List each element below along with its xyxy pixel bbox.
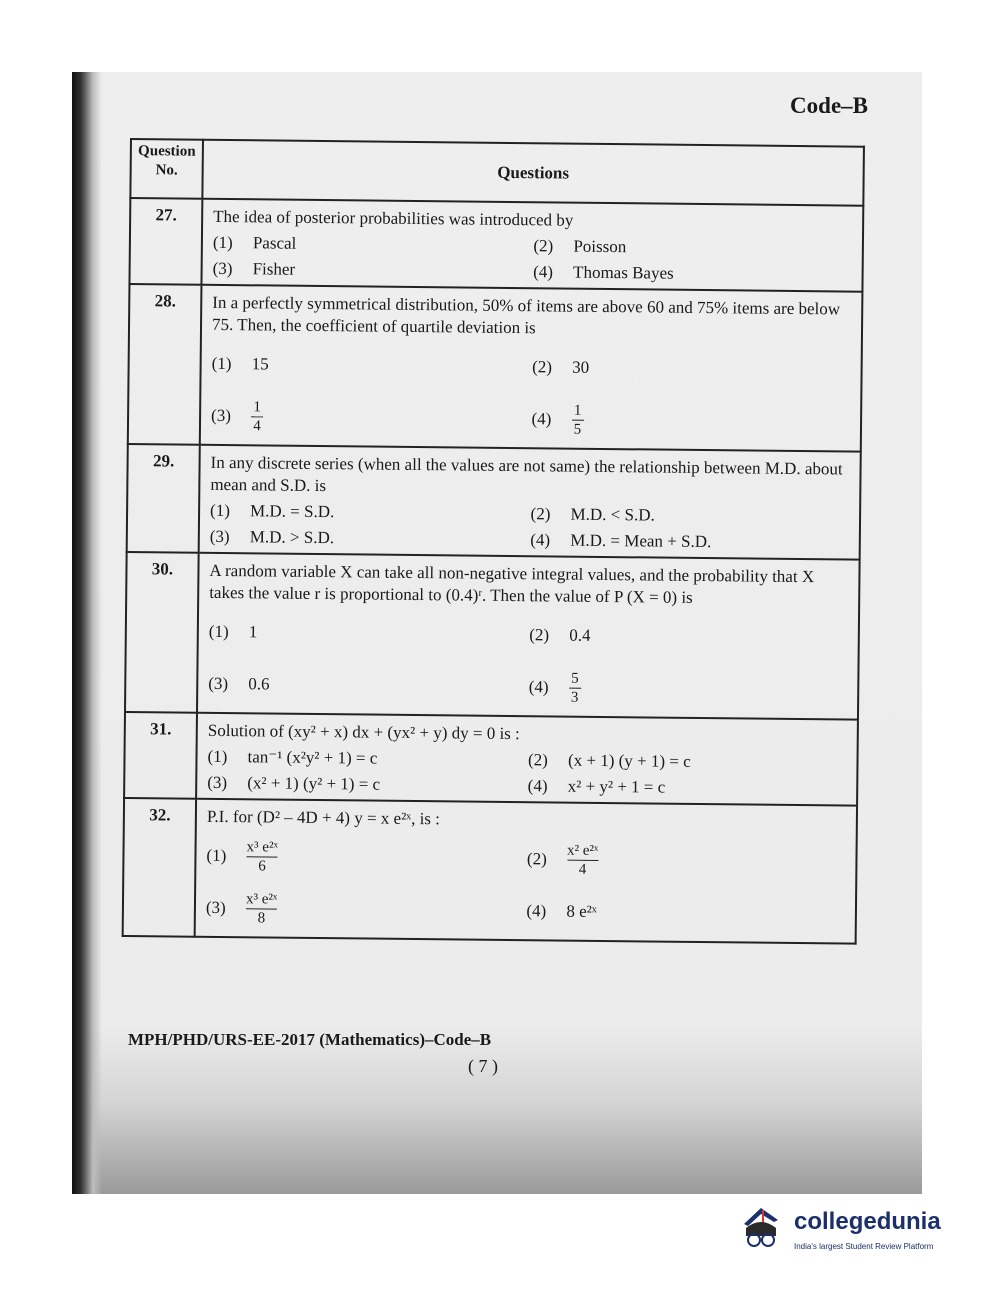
option-number: (1) bbox=[210, 500, 231, 521]
question-row bbox=[127, 444, 861, 560]
option-number: (4) bbox=[528, 677, 549, 697]
logo-wordmark: collegedunia bbox=[794, 1208, 941, 1235]
answer-option[interactable] bbox=[533, 261, 854, 286]
option-number: (2) bbox=[526, 849, 547, 869]
answer-option[interactable] bbox=[526, 887, 847, 938]
logo-tagline: India's largest Student Review Platform bbox=[794, 1242, 934, 1251]
fraction-numerator: x³ e²ˣ bbox=[245, 890, 278, 908]
option-number: (3) bbox=[208, 673, 229, 694]
header-number-line1: Question bbox=[138, 143, 196, 160]
options-grid bbox=[206, 832, 848, 939]
fraction-denominator: 5 bbox=[573, 421, 582, 438]
question-text: In a perfectly symmetrical distribution, 50% of items are above 60 and 75% items are below 75. Then, the coefficient of quartile deviation is bbox=[211, 292, 841, 338]
option-number: (3) bbox=[212, 258, 233, 279]
fraction-bar bbox=[246, 908, 277, 909]
option-number: (1) bbox=[206, 845, 227, 866]
question-cell bbox=[197, 553, 860, 720]
question-number: 32. bbox=[123, 798, 196, 937]
option-number: (2) bbox=[532, 357, 553, 377]
option-text: 8 e²ˣ bbox=[566, 901, 597, 921]
fraction bbox=[569, 670, 581, 705]
question-row bbox=[125, 552, 860, 720]
column-header-number bbox=[130, 139, 203, 199]
options-grid bbox=[211, 340, 853, 447]
option-text: x² + y² + 1 = c bbox=[567, 776, 666, 797]
fraction-bar bbox=[246, 856, 277, 857]
option-number: (3) bbox=[205, 897, 226, 918]
answer-option[interactable] bbox=[213, 258, 534, 283]
answer-option[interactable] bbox=[208, 660, 529, 711]
option-number: (1) bbox=[208, 621, 229, 642]
answer-option[interactable] bbox=[533, 235, 854, 260]
option-text: Poisson bbox=[573, 236, 627, 257]
option-text: (x + 1) (y + 1) = c bbox=[567, 750, 691, 771]
answer-option[interactable] bbox=[211, 392, 532, 443]
answer-option[interactable] bbox=[528, 775, 849, 800]
option-number: (3) bbox=[209, 526, 230, 547]
answer-option[interactable] bbox=[213, 232, 534, 257]
options-grid bbox=[208, 608, 850, 715]
question-row bbox=[123, 798, 857, 944]
question-number: 28. bbox=[128, 284, 202, 445]
option-text: Thomas Bayes bbox=[573, 262, 674, 283]
fraction bbox=[251, 399, 263, 434]
column-header-questions: Questions bbox=[202, 140, 864, 206]
header-number-line2: No. bbox=[155, 162, 178, 179]
option-text: Pascal bbox=[252, 233, 297, 253]
question-number: 30. bbox=[125, 552, 199, 713]
question-cell bbox=[196, 713, 858, 806]
answer-option[interactable] bbox=[529, 611, 850, 662]
fraction bbox=[571, 402, 583, 437]
fraction bbox=[567, 842, 599, 877]
option-text: 0.6 bbox=[248, 674, 270, 694]
answer-option[interactable] bbox=[207, 772, 528, 797]
fraction-denominator: 6 bbox=[258, 857, 266, 874]
answer-option[interactable] bbox=[206, 884, 527, 935]
question-number: 29. bbox=[127, 444, 200, 553]
option-number: (4) bbox=[526, 901, 547, 921]
question-cell bbox=[200, 285, 863, 452]
options-grid bbox=[207, 746, 848, 801]
answer-option[interactable] bbox=[530, 529, 851, 554]
option-text: M.D. = S.D. bbox=[250, 501, 335, 522]
fraction bbox=[246, 891, 278, 926]
fraction-bar bbox=[572, 419, 584, 420]
answer-option[interactable] bbox=[206, 832, 527, 883]
answer-option[interactable] bbox=[207, 746, 528, 771]
paper-code: Code–B bbox=[790, 93, 868, 118]
fraction-numerator: x³ e²ˣ bbox=[246, 838, 278, 856]
logo-mascot-icon bbox=[736, 1202, 786, 1252]
answer-option[interactable] bbox=[529, 663, 850, 714]
fraction-numerator: x² e²ˣ bbox=[566, 842, 599, 859]
option-number: (4) bbox=[530, 530, 551, 550]
option-number: (1) bbox=[212, 232, 233, 253]
option-text: M.D. > S.D. bbox=[249, 527, 335, 548]
option-number: (4) bbox=[531, 409, 552, 429]
option-number: (2) bbox=[529, 625, 550, 645]
question-text: Solution of (xy² + x) dx + (yx² + y) dy = 0 is : bbox=[207, 720, 520, 744]
option-number: (1) bbox=[207, 746, 228, 767]
options-grid bbox=[213, 232, 854, 287]
option-number: (2) bbox=[533, 236, 554, 256]
questions-body bbox=[123, 198, 864, 944]
option-text: tan⁻¹ (x²y² + 1) = c bbox=[247, 747, 378, 768]
option-number: (3) bbox=[207, 772, 228, 793]
fraction-numerator: 1 bbox=[573, 402, 582, 419]
option-text: 30 bbox=[572, 357, 590, 377]
fraction-denominator: 3 bbox=[570, 689, 579, 706]
fraction bbox=[246, 839, 278, 874]
fraction-denominator: 4 bbox=[253, 417, 261, 434]
question-number: 27. bbox=[129, 198, 202, 285]
option-text: (x² + 1) (y² + 1) = c bbox=[247, 773, 381, 794]
question-row bbox=[129, 198, 863, 292]
option-number: (2) bbox=[527, 750, 548, 770]
questions-table bbox=[122, 138, 865, 945]
fraction-numerator: 5 bbox=[571, 670, 579, 687]
answer-option[interactable] bbox=[210, 500, 531, 525]
option-text: 15 bbox=[251, 354, 269, 374]
answer-option[interactable] bbox=[210, 526, 531, 551]
option-text: Fisher bbox=[252, 259, 296, 279]
question-cell bbox=[199, 445, 861, 560]
option-number: (4) bbox=[527, 776, 548, 796]
fraction-bar bbox=[251, 416, 263, 417]
answer-option[interactable] bbox=[532, 343, 853, 394]
fraction-bar bbox=[569, 687, 581, 688]
question-text: In any discrete series (when all the values are not same) the relationship between M.D. about mean and S.D. is bbox=[210, 452, 843, 496]
fraction-bar bbox=[567, 859, 598, 860]
question-text: The idea of posterior probabilities was introduced by bbox=[213, 206, 574, 230]
collegedunia-logo bbox=[736, 1200, 966, 1260]
page-number: ( 7 ) bbox=[468, 1056, 498, 1076]
question-row bbox=[124, 712, 858, 806]
option-number: (2) bbox=[530, 504, 551, 524]
fraction-denominator: 4 bbox=[578, 861, 587, 878]
option-text: M.D. < S.D. bbox=[570, 504, 655, 525]
fraction-numerator: 1 bbox=[253, 398, 262, 415]
question-text: P.I. for (D² – 4D + 4) y = x e²ˣ, is : bbox=[206, 806, 441, 829]
answer-option[interactable] bbox=[530, 503, 851, 528]
scan-edge-shadow bbox=[72, 72, 102, 1194]
question-cell bbox=[201, 199, 863, 292]
option-text: 0.4 bbox=[569, 625, 591, 645]
answer-option[interactable] bbox=[527, 835, 848, 886]
option-text: M.D. = Mean + S.D. bbox=[570, 530, 712, 552]
answer-option[interactable] bbox=[528, 749, 849, 774]
question-cell bbox=[195, 799, 857, 944]
question-number: 31. bbox=[124, 712, 197, 799]
option-number: (4) bbox=[533, 262, 554, 282]
question-row bbox=[128, 284, 863, 452]
answer-option[interactable] bbox=[531, 395, 852, 446]
options-grid bbox=[210, 500, 851, 555]
option-number: (1) bbox=[211, 353, 232, 374]
option-number: (3) bbox=[211, 405, 232, 426]
option-text: 1 bbox=[248, 622, 258, 642]
question-text: A random variable X can take all non-negative integral values, and the probability that X takes the value r is proportional to (0.4)ʳ. Then the value of P (X = 0) is bbox=[209, 560, 815, 607]
answer-option[interactable] bbox=[209, 608, 530, 659]
answer-option[interactable] bbox=[211, 340, 532, 391]
footer-code: MPH/PHD/URS-EE-2017 (Mathematics)–Code–B bbox=[128, 1030, 492, 1049]
fraction-denominator: 8 bbox=[257, 909, 266, 926]
